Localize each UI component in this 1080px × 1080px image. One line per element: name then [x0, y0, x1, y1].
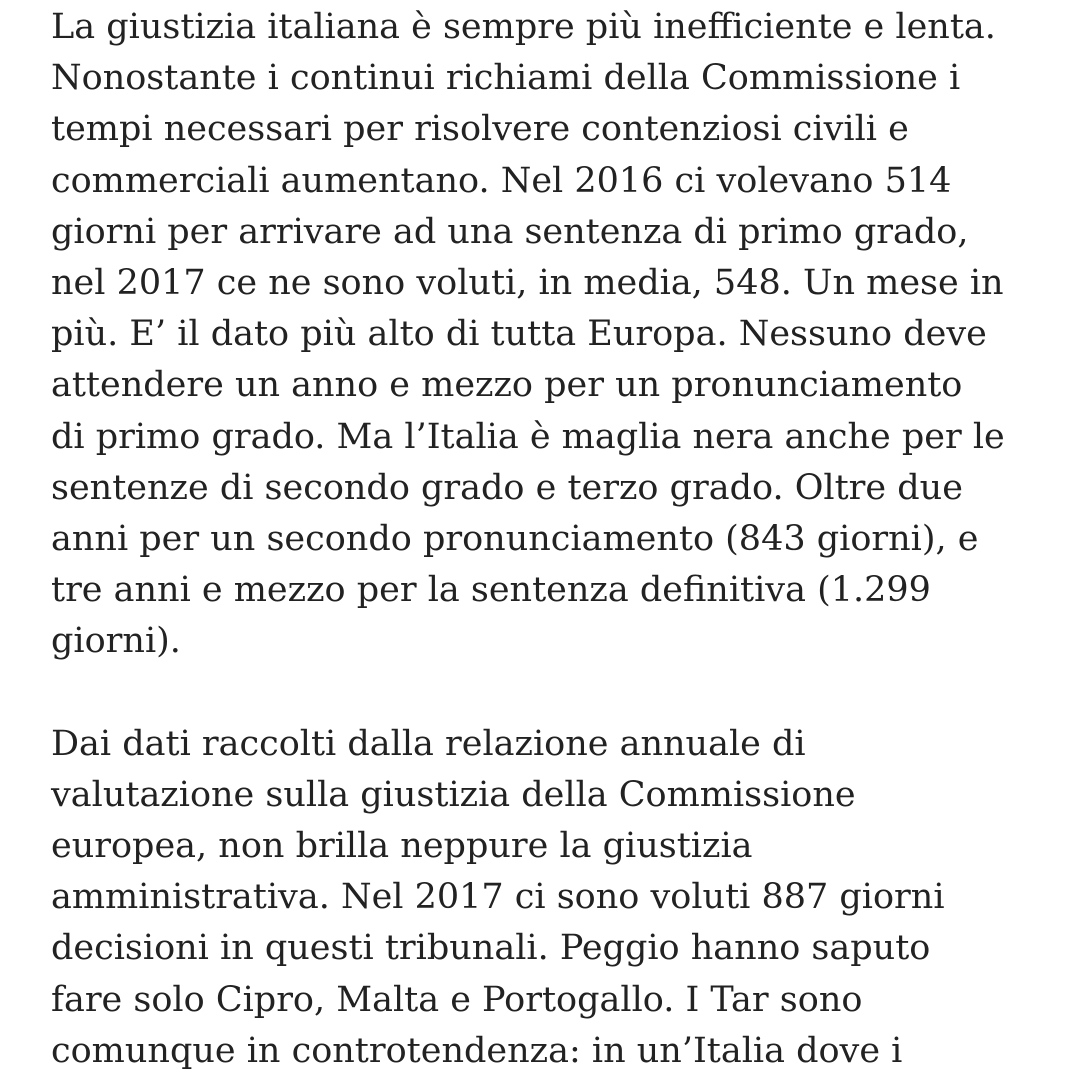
text-line: tre anni e mezzo per la sentenza definitiva (1.299 — [51, 570, 931, 611]
text-line: attendere un anno e mezzo per un pronunciamento — [51, 365, 963, 406]
text-line: giorni per arrivare ad una sentenza di primo grado, — [51, 211, 969, 252]
text-line: La giustizia italiana è sempre più inefficiente e lenta. — [51, 7, 996, 47]
text-line: nel 2017 ce ne sono voluti, in media, 548. Un mese in — [51, 262, 1004, 303]
text-line: amministrativa. Nel 2017 ci sono voluti 887 giorni — [51, 877, 945, 918]
text-line: anni per un secondo pronunciamento (843 giorni), e — [51, 518, 979, 559]
text-line: decisioni in questi tribunali. Peggio hanno saputo — [51, 928, 931, 969]
text-line: Nonostante i continui richiami della Commissione i — [51, 58, 961, 99]
text-line: europea, non brilla neppure la giustizia — [51, 826, 753, 866]
text-line: Dai dati raccolti dalla relazione annuale di — [51, 723, 806, 764]
text-line: valutazione sulla giustizia della Commissione — [51, 774, 856, 815]
text-line: di primo grado. Ma l’Italia è maglia nera anche per le — [51, 416, 1005, 457]
article-body — [51, 0, 1051, 1077]
paragraph-1 — [51, 2, 1051, 667]
text-line: tempi necessari per risolvere contenziosi civili e — [51, 109, 909, 150]
text-line: più. E’ il dato più alto di tutta Europa. Nessuno deve — [51, 314, 987, 355]
text-line: giorni). — [51, 621, 181, 662]
text-line: comunque in controtendenza: in un’Italia dove i — [51, 1030, 903, 1071]
paragraph-2 — [51, 719, 1051, 1077]
text-line: commerciali aumentano. Nel 2016 ci volevano 514 — [51, 160, 952, 201]
text-line: fare solo Cipro, Malta e Portogallo. I Tar sono — [51, 979, 863, 1020]
text-line: sentenze di secondo grado e terzo grado. Oltre due — [51, 467, 963, 508]
